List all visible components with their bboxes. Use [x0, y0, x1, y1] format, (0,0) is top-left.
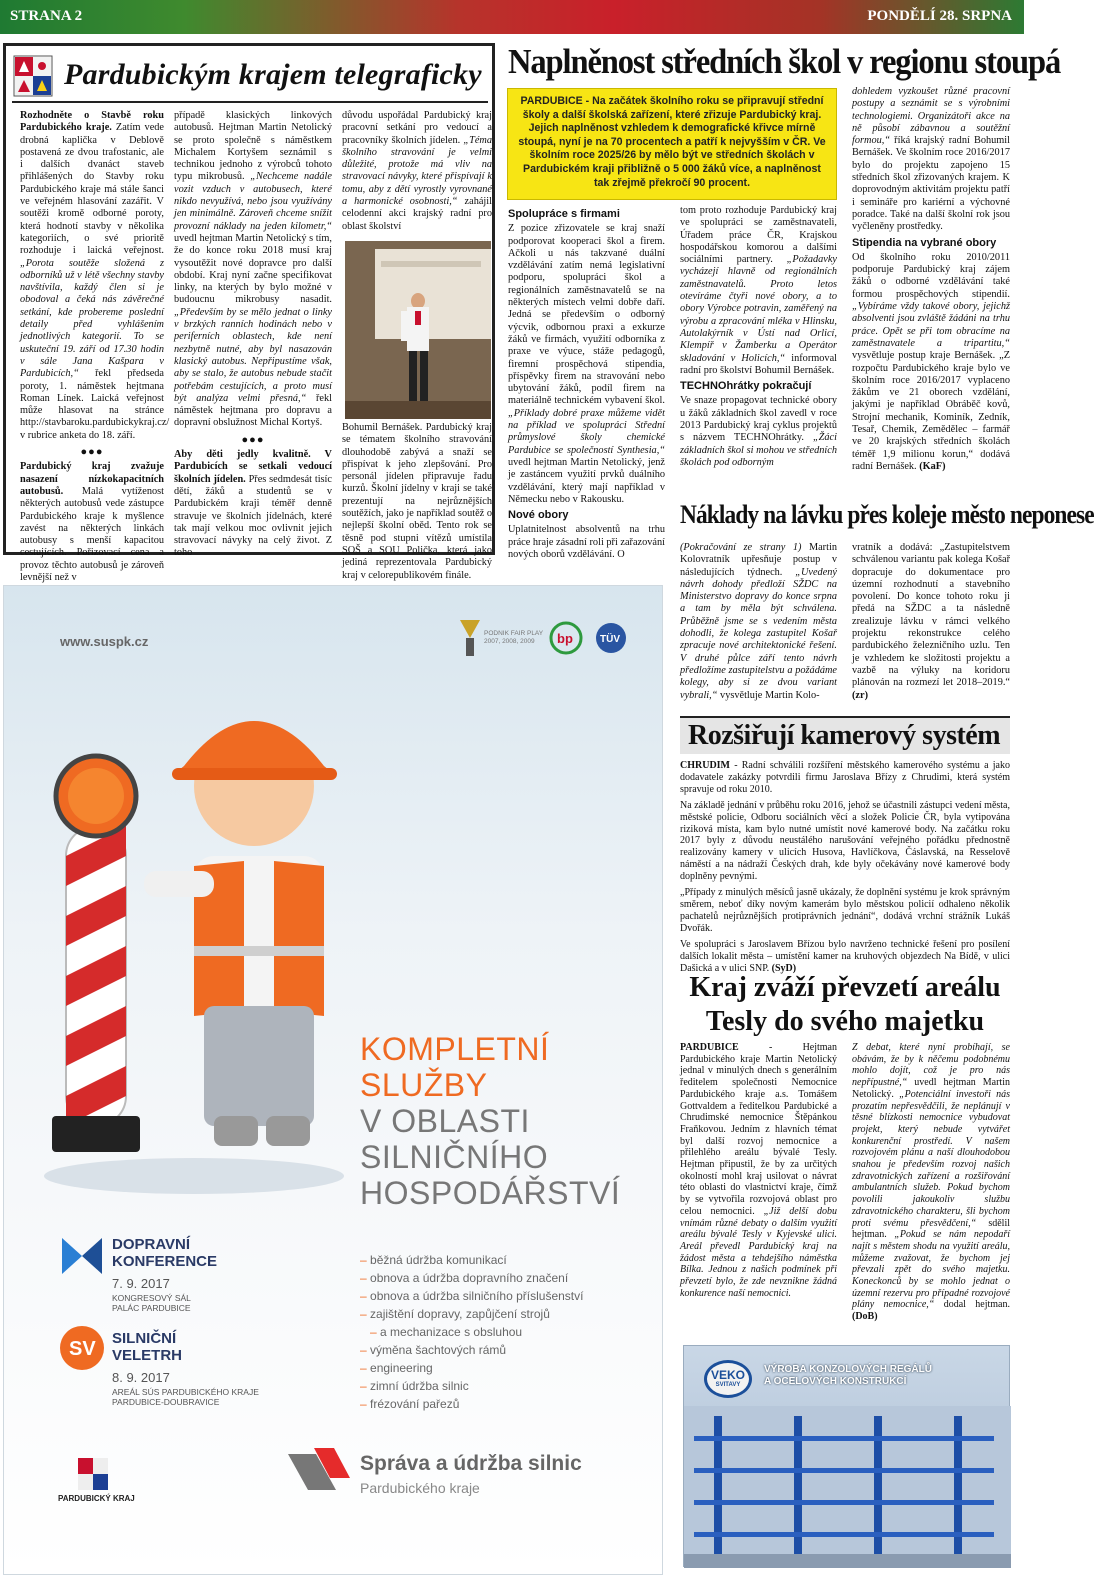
- issue-date: PONDĚLÍ 28. SRPNA: [867, 8, 1012, 24]
- telegraf-item-autobusy-cont: případě klasických linkových autobusů. Hejtman Martin Netolický se proto společně s náměstkem Michalem Kortyšem seznámil s technikou jednoho z výrobců tohoto typu mikrobusů. „Nechceme nadále vozit vzduch v autobusech, které nikdo nevyužívá, nebo jsou využívány jen minimálně. Zároveň chceme snížit provozní náklady na jeden kilometr,“ uvedl hejtman Martin Netolický s tím, že do konce roku 2018 musí kraj vysoutěžit nové dopravce pro další období. Kraj nyní začne specifikovat linky, na kterých by bylo možné v budoucnu mikrobusy nasadit. „Především by se mělo jednat o linky v brzkých ranních hodinách nebo v periferních oblastech, kde není nezbytně nutné, aby byl nasazován klasický autobus. Nepřipustíme však, aby se stalo, že autobus nebude stačit potřebám cestujících, a proto musí být analýza velmi přesná,“ řekl náměstek hejtmana pro dopravu a dopravní obslužnost Michal Kortyš.: [174, 110, 332, 429]
- event-2-date: 8. 9. 2017: [112, 1370, 170, 1385]
- veko-advertisement: [683, 1345, 1010, 1567]
- separator-dots: ●●●: [80, 446, 104, 459]
- schools-lead: PARDUBICE - Na začátek školního roku se připravují střední školy a další školská zařízení, které zřizuje Pardubický kraj. Jejich naplněnost vzhledem k demografické křivce mírně stoupá, nyní je na 70 procentech a patří k nejvyšším v ČR. Ve školním roce 2025/26 by mělo být ve středních školách v Pardubickém kraji přibližně o 5 000 žáků více, a naplněnost tak zřejmě překročí 90 procent.: [507, 88, 837, 200]
- lavka-headline: Náklady na lávku přes koleje město neponese: [680, 500, 1094, 529]
- tesla-headline-line-2: Tesly do svého majetku: [705, 1006, 985, 1037]
- veko-slogan-line-1: VÝROBA KONZOLOVÝCH REGÁLŮ: [764, 1364, 932, 1375]
- dopravni-konference-logo-icon: [58, 1234, 106, 1278]
- event-1-name: [112, 1236, 217, 1270]
- sus-company-logo-icon: [286, 1444, 352, 1500]
- sus-advertisement: [3, 585, 663, 1575]
- telegraf-column-3a: [342, 110, 492, 238]
- lavka-column-2: vratník a dodává: „Zastupitelstvem schválenou variantu pak kolega Košař dopracuje do dokumentace pro územní rozhodnutí a stavebního povolení. Do konce tohoto roku ji předá na SŽDC a ta následně zrealizuje lávku v rámci velkého projektu rekonstrukce celého pardubického železničního uzlu. Ten je vzhledem ke složitosti projektu a vazbě na výluky na koridoru plánován na rozmezí let 2018–2019.“ (zr): [852, 542, 1010, 701]
- ad-headline-line-3: V OBLASTI: [360, 1103, 530, 1139]
- telegraf-item-jidelny: Aby děti jedly kvalitně. V Pardubicích se setkali vedoucí školních jídelen. Přes sedmdesát tisíc dětí, žáků a studentů se v Pardubickém kraji téměř denně stravuje ve školních jídelnách, které tak mají velkou moc ovlivnit jejich stravovací návyky na celý život. Z toho: [174, 449, 332, 559]
- telegraf-item-jidelny-end: Bohumil Bernášek. Pardubický kraj se tématem školního stravování dlouhodobě zabývá a snaží se přispívat k jeho zlepšování. Pro personál jídelen připravuje řadu kurzů. Školní jídelny v kraji se také prezentují na nejrůznějších soutěžích, jako je například soutěž o nejlepší školní oběd. Tento rok se těsně pod stupni vítězů umístila SOŠ a SOU Polička, která jako jediná reprezentovala Pardubický kraj v celorepublikovém finále.: [342, 422, 492, 581]
- telegraf-column-3b: [342, 422, 492, 581]
- schools-column-2: tom proto rozhoduje Pardubický kraj ve spolupráci se zaměstnavateli, Úřadem práce ČR, Krajskou hospodářskou komorou a dalšími sociálními partnery. „Požadavky vycházejí hlavně od regionálních zaměstnavatelů. Proto letos otevíráme čtyři nové obory, a to obory Výrobce potravin, zaměřený na výrobu a zpracování mléka v Hlinsku, Autolakýrník v Ústí nad Orlicí, Klempíř v Žamberku a Operátor skladování v Holicích,“ informoval radní pro školství Bohumil Bernášek. TECHNOhrátky pokračují Ve snaze propagovat technické obory u žáků základních škol zavedl v roce 2013 Pardubický kraj cyklus projektů s názvem TECHNOhrátky. „Žáci základních škol si mohou ve středních školách pod odborným: [680, 205, 837, 468]
- telegraf-item-jidelny-cont: důvodu uspořádal Pardubický kraj pracovní setkání pro vedoucí a pracovníky školních jídelen. „Téma školního stravování je velmi důležité, protože má vliv na stravovací návyky, které přispívají k tomu, aby z dětí vyrostly vyrovnané a harmonické osobnosti,“ zahájil celodenní akci krajský radní pro oblast školství: [342, 110, 492, 232]
- telegraf-column-2: [174, 110, 332, 559]
- pardubice-crest-icon: [14, 56, 52, 96]
- lavka-column-1: (Pokračování ze strany 1) Martin Kolovratník upřesňuje postup v následujících týdnech. „Uvedený návrh dohody předloží SŽDC na Ministerstvo dopravy do konce srpna a tam by měla být schválena. Průběžně jsme se s vedením města dohodli, že kolega zastupitel Košař zpracuje nové architektonické řešení. V druhé půlce září tento návrh předložíme zastupitelstvu a požádáme kolegy, aby si ze dvou variant vybrali,“ vysvětluje Martin Kolo-: [680, 542, 837, 701]
- ad-headline-line-1: KOMPLETNÍ: [360, 1031, 550, 1067]
- kamery-body: CHRUDIM - Radní schválili rozšíření městského kamerového systému a jako dodavatele zakázky potvrdili firmu Jaroslava Břízy z Chrudimi, která systém spravuje od roku 2010. Na základě jednání v průběhu roku 2016, jehož se účastnili zástupci vedení města, městské policie, Odboru sociálních věcí a složek Policie ČR, byla vytipována riziková místa, kam bylo nutné umístit nové kamerové body. Na začátku roku 2017 byly z důvodu neustálého narušování veřejného pořádku přednostně realizovány kamery v ulicích Husova, Havlíčkova, Čáslavská, na Resselově náměstí a na nádraží Českých drah, kde byly očekávány nové kamerové body doplněny pevnými. „Případy z minulých měsíců jasně ukázaly, že doplnění systému je krok správným směrem, neboť díky novým kamerám bylo městskou policií odhaleno několik pachatelů nejrůznějších protiprávních jednání“, dodává vrchní strážník Lukáš Dvořák. Ve spolupráci s Jaroslavem Břízou bylo navrženo technické řešení pro posílení dalších lokalit města – umístění kamer na kruhových objezdech Na Bídě, v ulici Dašická a v ulici SNP. (SyD): [680, 760, 1010, 974]
- telegraf-item-autobusy: Pardubický kraj zvažuje nasazení nízkokapacitních autobusů. Malá vytíženost některých autobusů vede zástupce Pardubického kraje k myšlence zavést na některých linkách autobusy s menší kapacitou cestujících. Pořizovací cena a provoz těchto autobusů je zároveň levnější než v: [20, 461, 164, 583]
- silnicni-veletrh-logo-icon: [58, 1324, 106, 1372]
- sus-company-name: Správa a údržba silnic: [360, 1452, 582, 1475]
- photo-speaker: [345, 241, 491, 419]
- ad-services-list: [360, 1251, 583, 1413]
- ad-service-item: – obnova a údržba silničního příslušenství: [360, 1287, 583, 1305]
- sus-company-region: Pardubického kraje: [360, 1480, 480, 1496]
- event-1-place-line-1: KONGRESOVÝ SÁL: [112, 1293, 191, 1303]
- event-1-date: 7. 9. 2017: [112, 1276, 170, 1291]
- page-number: STRANA 2: [10, 8, 83, 24]
- ad-headline-line-4: SILNIČNÍHO: [360, 1139, 549, 1175]
- ad-award-logos-icon: [456, 618, 636, 662]
- telegraf-rule: [12, 101, 488, 103]
- telegraf-box: [3, 43, 495, 583]
- event-1-place: [112, 1293, 191, 1313]
- event-2-place: [112, 1387, 259, 1407]
- ad-headline-line-5: HOSPODÁŘSTVÍ: [360, 1175, 621, 1211]
- svg-text:TÜV: TÜV: [600, 634, 620, 645]
- ad-service-item: – frézování pařezů: [360, 1395, 583, 1413]
- ad-service-item: – výměna šachtových rámů: [360, 1341, 583, 1359]
- event-1-name-line-2: KONFERENCE: [112, 1253, 218, 1270]
- road-worker-figure-icon: [44, 656, 354, 1206]
- schools-column-1: Spolupráce s firmami Z pozice zřizovatele se kraj snaží podporovat kooperaci škol a firem. Ačkoli u nás takzvané duální vzdělávání zatím nemá legislativní podporu, spolupráci škol a regionálních zaměstnavatelů se na některých místech velmi dobře daří. Jedná se především o odborný výcvik, odbornou praxi a exkurze žáků ve firmách, využití odborníka z praxe ve výuce, stáže pedagogů, firemní prospěchová stipendia, příspěvky firem na stravování nebo ubytování žáků, podíl firem na materiálně technickém vybavení škol. „Příklady dobré praxe můžeme vidět na příklad ve spolupráci Střední průmyslové školy chemické Pardubice se společností Synthesia,“ uvedl hejtman Martin Netolický, jenž je zastáncem využití prvků duálního vzdělávání, který mají například v Německu nebo v Rakousku. Nové obory Uplatnitelnost absolventů na trhu práce hraje zásadní roli při zařazování nových oborů vzdělávání. O: [508, 208, 665, 561]
- page-header: [0, 0, 1024, 34]
- pardubicky-kraj-logo-icon: [78, 1458, 108, 1490]
- ad-fair-play-label: PODNIK FAIR PLAY 2007, 2008, 2009: [484, 630, 544, 645]
- event-2-place-line-1: AREÁL SÚS PARDUBICKÉHO KRAJE: [112, 1387, 259, 1397]
- event-2-name: [112, 1330, 182, 1364]
- svg-text:SV: SV: [69, 1338, 96, 1360]
- svg-text:bp: bp: [557, 631, 573, 646]
- kamery-headline: Rozšiřují kamerový systém: [688, 720, 1001, 751]
- schools-headline: Naplněnost středních škol v regionu stoupá: [508, 42, 1061, 81]
- tesla-column-1: PARDUBICE - Hejtman Pardubického kraje Martin Netolický jednal v minulých dnech s generálním ředitelem společnosti Nemocnice Pardubického kraje a.s. Tomášem Gottvaldem a ředitelkou Pardubické a Chrudimské nemocnice Štěpánkou Fraňkovou. Jedním z hlavních témat byl další rozvoj nemocnice a přilehlého areálu bývalé Tesly. Hejtman připustil, že by za určitých okolností mohl kraj usilovat o návrat této oblasti do vlastnictví kraje, čímž by se vytvořila rozvojová oblast pro celou nemocnici. „Již delší dobu vnímám různé debaty o dalším využití areálu bývalé Tesly v Kyjevské ulici. Areál převedl Pardubický kraj na žádost města a tehdejšího náměstka Bílka. Jednou z našich podmínek při převzetí bylo, že zde nevznikne žádná konkurence naší nemocnici.: [680, 1042, 837, 1299]
- separator-dots: ●●●: [241, 433, 265, 446]
- ad-service-item-cont: – a mechanizace s obsluhou: [360, 1323, 583, 1341]
- veko-brand: VEKO: [710, 1368, 745, 1382]
- veko-brand-sub: SVITAVY: [715, 1382, 741, 1388]
- veko-slogan-line-2: A OCELOVÝCH KONSTRUKCÍ: [764, 1376, 907, 1387]
- telegraf-column-1: [20, 110, 170, 583]
- kamery-header-bar: [680, 716, 1010, 754]
- event-2-place-line-2: PARDUBICE-DOUBRAVICE: [112, 1397, 220, 1407]
- veko-logo: [704, 1360, 752, 1398]
- ad-service-item: – obnova a údržba dopravního značení: [360, 1269, 583, 1287]
- telegraf-header: [12, 54, 488, 96]
- tesla-headline-line-1: Kraj zváží převzetí areálu: [689, 972, 1001, 1003]
- telegraf-title: Pardubickým krajem telegraficky: [64, 58, 482, 91]
- event-1-name-line-1: DOPRAVNÍ: [112, 1236, 191, 1253]
- ad-service-item: – běžná údržba komunikací: [360, 1251, 583, 1269]
- tesla-column-2: Z debat, které nyní probíhají, se obávám, že by k něčemu podobnému mohlo dojít, což je pro nás nepřípustné,“ uvedl hejtman Martin Netolický. „Potenciální investoři nás prozatím nepřesvědčili, že neplánují v těsné blízkosti nemocnice vybudovat projekt, který nebude vytvářet konkurenční prostředí. V našem rozvojovém plánu a naší dlouhodobou snahou je především rozvoj našich zdravotnických zařízení a rozšiřování ambulantních služeb. Pokud bychom povolili jakoukoliv službu zdravotnického charakteru, šli bychom proti svému přesvědčení,“ sdělil hejtman. „Pokud se nám nepodaří najít s městem shodu na využití areálu, můžeme zvažovat, že bychom jej převzali zpět do svého majetku. Koneckonců by se mohlo jednat o územní rezervu pro případné rozvojové plány nemocnice,“ dodal hejtman. (DoB): [852, 1042, 1010, 1323]
- ad-headline: [360, 1031, 620, 1211]
- event-2-name-line-2: VELETRH: [112, 1347, 183, 1364]
- telegraf-item-stavba: Rozhodněte o Stavbě roku Pardubického kraje. Zatím vede drobná kaplička v Deblově postavená ze dvou trafostanic, ale i dalších dvanáct staveb přihlášených do Stavby roku Pardubického kraje má stále šanci ve veřejném hlasování zazářit. V soutěži kromě odborné poroty, která hodnotí stavby v několika kategoriích, o své prioritě rozhoduje i laická veřejnost. „Porota soutěže složená z odborníků už v létě všechny stavby navštívila, každý člen si je obodoval a čeká nás závěrečné setkání, kde probereme poslední detaily před vyhlášením jednotlivých kategorií. To se uskuteční 19. září od 17.30 hodin v sále Jana Kašpara v Pardubicích,“ řekl předseda poroty, 1. náměstek hejtmana Roman Línek. Laická veřejnost může hlasovat na stránce http://stavbaroku.pardubickykraj.cz/ v rubrice anketa do 18. září.: [20, 110, 170, 441]
- ad-headline-line-2: SLUŽBY: [360, 1067, 488, 1103]
- veko-slogan: [764, 1364, 932, 1388]
- shelving-racks-icon: [684, 1406, 1011, 1568]
- ad-service-item: – zajištění dopravy, zapůjčení strojů: [360, 1305, 583, 1323]
- ad-service-item: – zimní údržba silnic: [360, 1377, 583, 1395]
- event-1-place-line-2: PALÁC PARDUBICE: [112, 1303, 191, 1313]
- event-2-name-line-1: SILNIČNÍ: [112, 1330, 177, 1347]
- ad-url: www.suspk.cz: [60, 634, 149, 649]
- schools-column-3: dohledem vyzkoušet různé pracovní postupy a seznámit se s výrobními technologiemi. Organizátoři akce na ně působí zábavnou a soutěžní formou,“ říká krajský radní Bohumil Bernášek. Ve školním roce 2016/2017 bylo do projektu zapojeno 15 středních škol zřizovaných krajem. K doprovodným aktivitám projektu patří i semináře pro kariérní a výchovné poradce. Také na další školní rok jsou vyčleněny prostředky. Stipendia na vybrané obory Od školního roku 2010/2011 podporuje Pardubický kraj zájem žáků o odborné vzdělávání také formou prospěchových stipendií. „Vybíráme vždy takové obory, jejichž absolventi jsou zvláště žádáni na trhu práce. Opět se při tom obracíme na zaměstnavatele a tripartitu,“ vysvětluje postup kraje Bernášek. „Z rozpočtu Pardubického kraje bylo ve školním roce 2016/2017 vyplaceno žákům ve 21 oborech vzdělání, jakými je například Obráběč kovů, Strojní mechanik, Kominík, Zedník, Tesař, Chemik, Zemědělec – farmář ve 20 krajských středních školách téměř 1,9 milionu korun,“ dodává radní Bernášek. (KaF): [852, 86, 1010, 472]
- ad-service-item: – engineering: [360, 1359, 583, 1377]
- pardubicky-kraj-label: PARDUBICKÝ KRAJ: [58, 1494, 135, 1503]
